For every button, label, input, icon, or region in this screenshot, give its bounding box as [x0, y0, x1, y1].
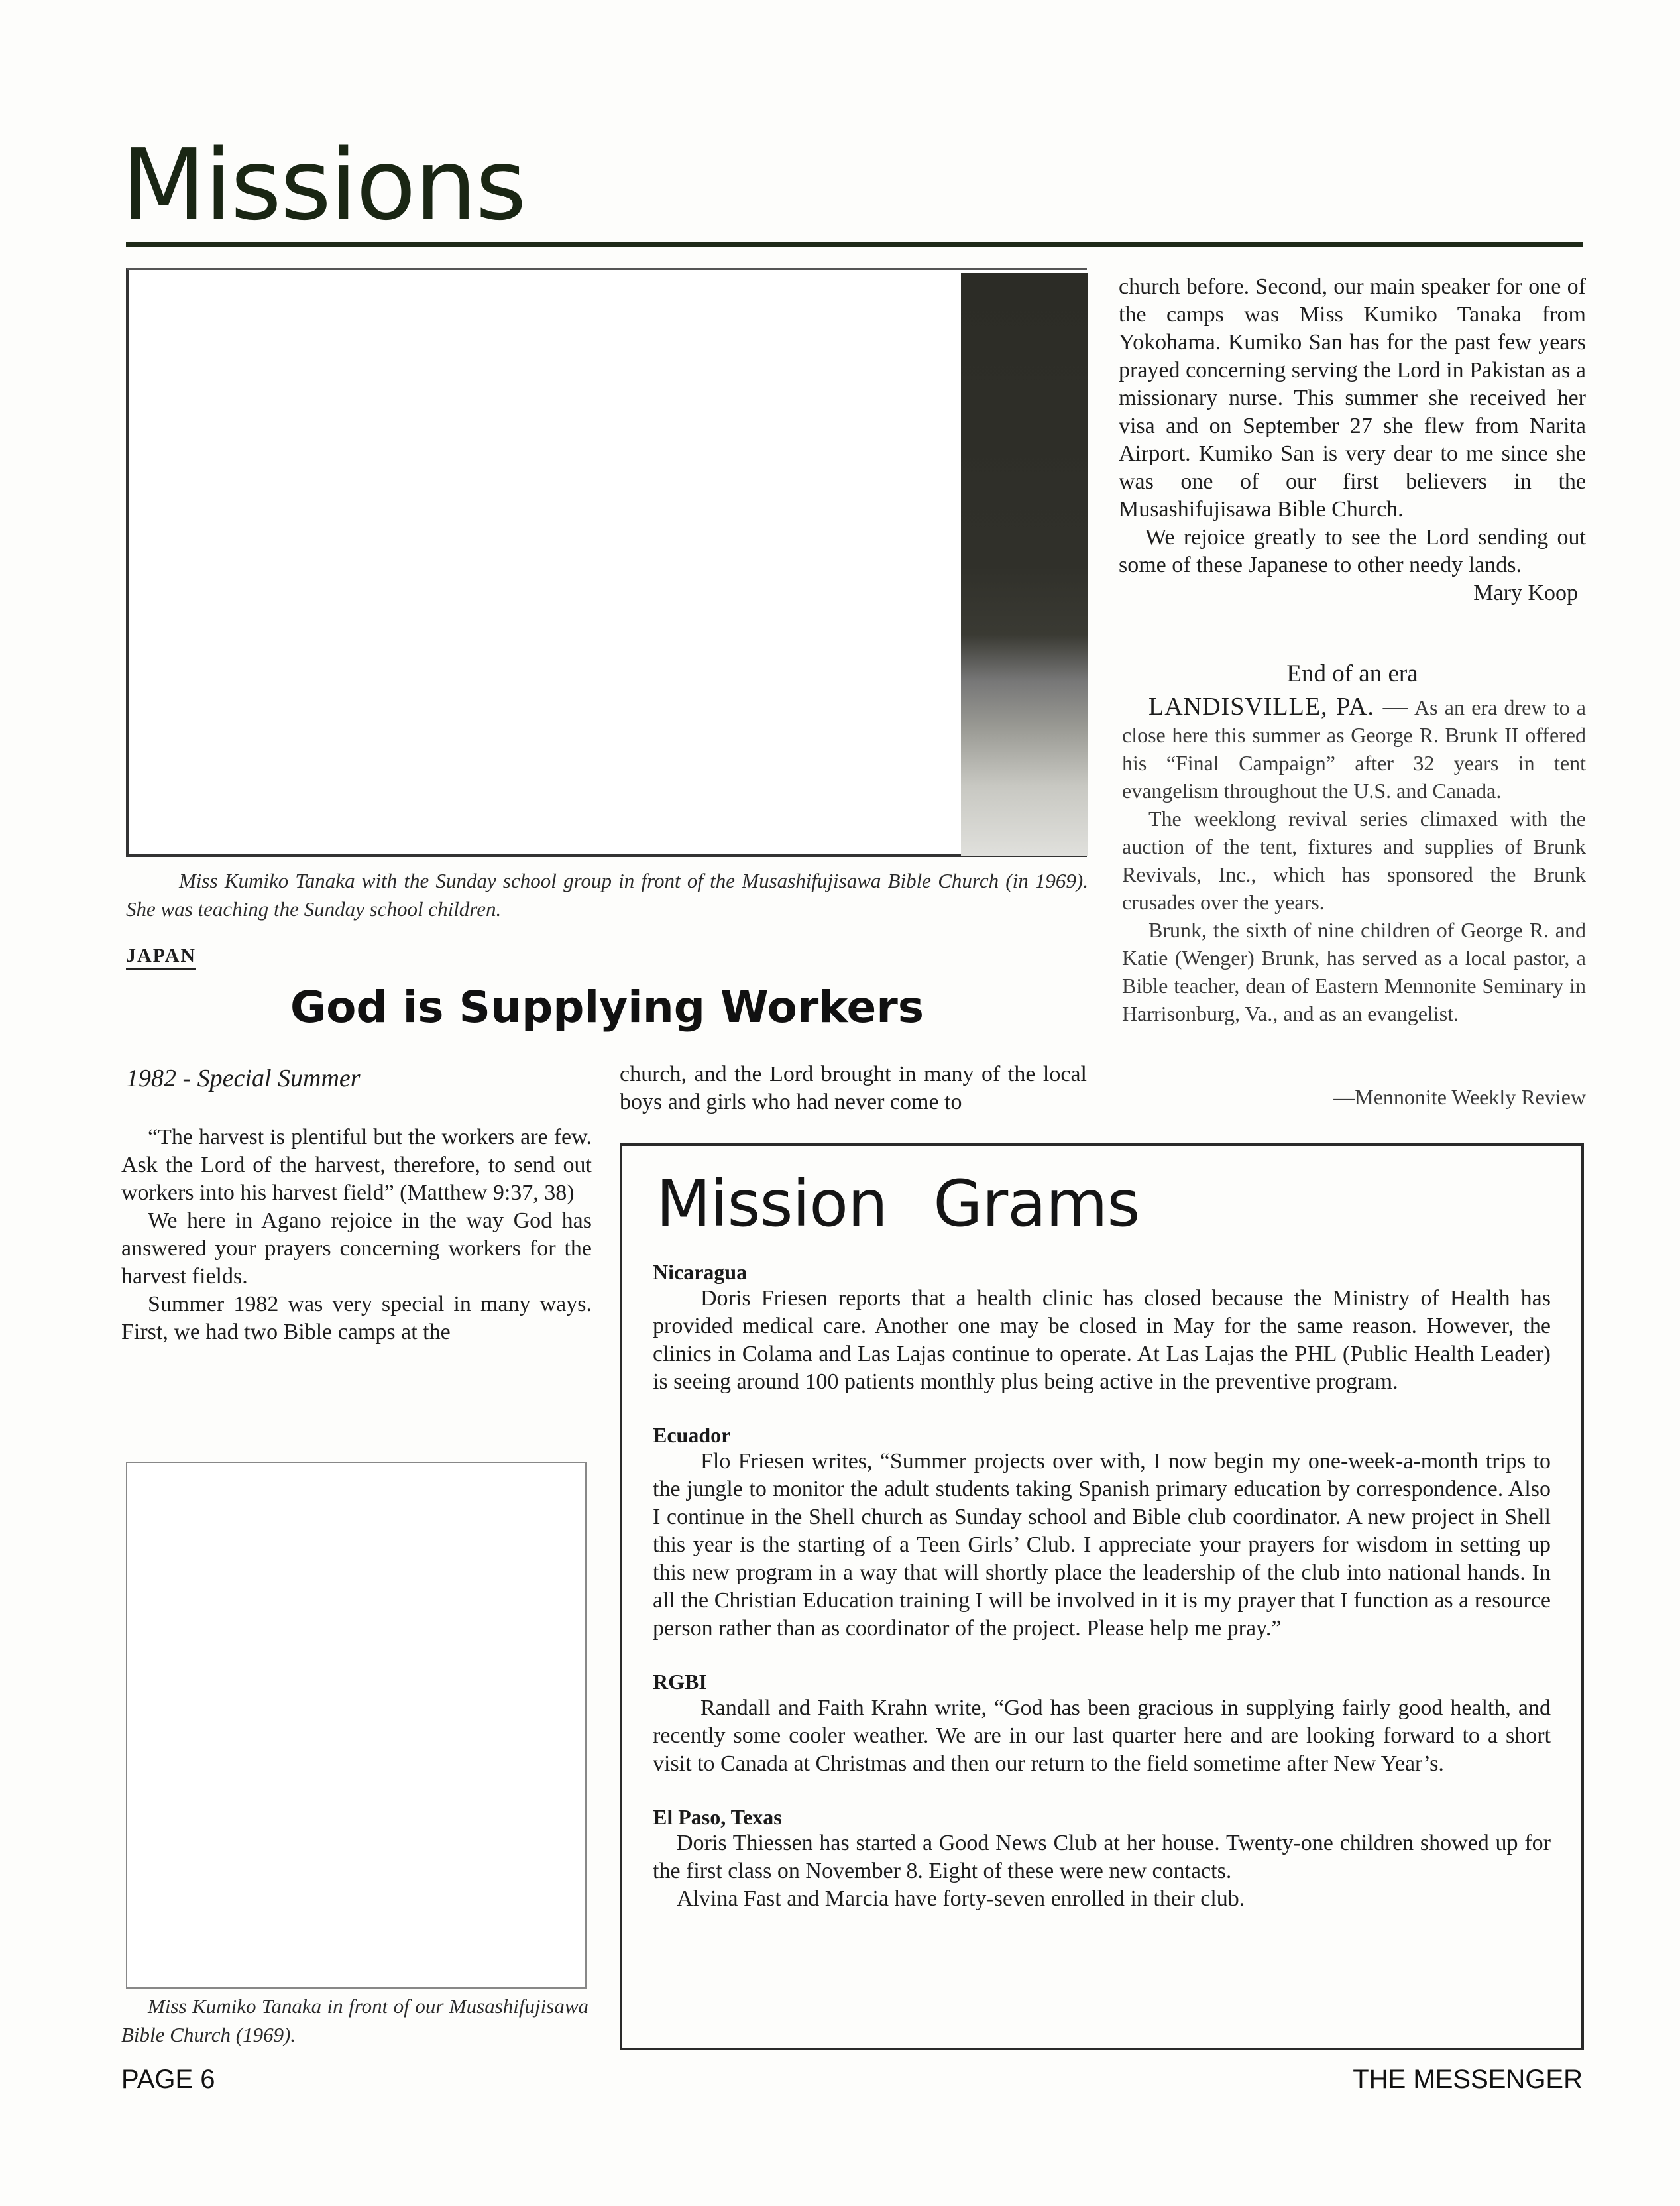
article-paragraph: We rejoice greatly to see the Lord sending out some of these Japanese to other needy lands. — [1119, 525, 1586, 577]
mission-gram-place: El Paso, Texas — [653, 1805, 782, 1829]
header-rule — [126, 242, 1583, 247]
author-line — [1119, 579, 1586, 607]
mission-gram-place: Nicaragua — [653, 1260, 748, 1284]
article-column-right — [1119, 273, 1586, 607]
mission-gram-text: Alvina Fast and Marcia have forty-seven enrolled in their club. — [677, 1887, 1245, 1911]
photo-caption-bottom: Miss Kumiko Tanaka in front of our Musashifujisawa Bible Church (1969). — [121, 1995, 588, 2046]
article-column-left — [121, 1124, 592, 1346]
photo-kumiko-tanaka — [126, 1462, 587, 1989]
article-kicker: JAPAN — [126, 945, 196, 970]
author-name: Mary Koop — [1473, 581, 1578, 605]
mission-gram-text: Doris Friesen reports that a health clinic has closed because the Ministry of Health has provided medical care. Another one may be closed in May for the same reason. However, the clinics in Colama and Las Lajas continue to operate. At Las Lajas the PHL (Public Health Leader) is seeing around 100 patients monthly plus being active in the preventive program. — [653, 1286, 1551, 1394]
article-paragraph: church before. Second, our main speaker for one of the camps was Miss Kumiko Tanaka from Yokohama. Kumiko San has for the past few years prayed concerning serving the Lord in Pakistan as a missionary nurse. This summer she received her visa and on September 27 she flew from Narita Airport. Kumiko San is very dear to me since she was one of our first believers in the Musashifujisawa Bible Church. — [1119, 274, 1586, 522]
mission-grams-title: Mission Grams — [656, 1167, 1140, 1241]
mission-gram-item — [653, 1259, 1551, 1396]
mission-gram-item — [653, 1422, 1551, 1643]
article-column-middle — [620, 1061, 1087, 1116]
footer-page-number: PAGE 6 — [121, 2065, 215, 2094]
era-article-body — [1122, 693, 1586, 1027]
article-paragraph: “The harvest is plentiful but the workers are few. Ask the Lord of the harvest, therefore, to send out workers into his harvest field” (Matthew 9:37, 38) — [121, 1125, 592, 1205]
era-paragraph: Brunk, the sixth of nine children of George R. and Katie (Wenger) Brunk, has served as a local pastor, a Bible teacher, dean of Eastern Mennonite Seminary in Harrisonburg, Va., and as an evangelist. — [1122, 918, 1586, 1025]
section-title: Missions — [121, 128, 526, 242]
mission-gram-text: Flo Friesen writes, “Summer projects over with, I now begin my one-week-a-month trips to the jungle to monitor the adult students taking Spanish primary education by correspondence. Also I continue in the Shell church as Sunday school and Bible club coordinator. A new project in Shell this year is the starting of a Teen Girls’ Club. I appreciate your prayers for wisdom in setting up this new program in a way that will shortly place the leadership of the club into national hands. In all the Christian Education training I will be involved in it is my prayer that I function as a resource person rather than as coordinator of the project. Please help me pray.” — [653, 1449, 1551, 1641]
photo-caption-top: Miss Kumiko Tanaka with the Sunday school group in front of the Musashifujisawa Bible Church (in 1969). She was teaching the Sunday school children. — [126, 869, 1088, 921]
mission-gram-item — [653, 1804, 1551, 1913]
era-paragraph: As an era drew to a close here this summer as George R. Brunk II offered his “Final Campaign” after 32 years in tent evangelism throughout the U.S. and Canada. — [1122, 695, 1586, 803]
photo-edge-strip — [961, 273, 1088, 856]
era-paragraph: The weeklong revival series climaxed with the auction of the tent, fixtures and supplies of Brunk Revivals, Inc., which has sponsored the Brunk crusades over the years. — [1122, 807, 1586, 914]
mission-gram-text: Randall and Faith Krahn write, “God has been gracious in supplying fairly good health, and recently some cooler weather. We are in our last quarter here and are looking forward to a short visit to Canada at Christmas and then our return to the field sometime after New Year’s. — [653, 1696, 1551, 1776]
era-dateline: LANDISVILLE, PA. — — [1148, 693, 1409, 721]
mission-gram-place: RGBI — [653, 1670, 707, 1694]
mission-gram-place: Ecuador — [653, 1423, 731, 1447]
article-subhead: 1982 - Special Summer — [126, 1065, 361, 1092]
article-paragraph: church, and the Lord brought in many of the local boys and girls who had never come to — [620, 1062, 1087, 1114]
mission-grams-list — [653, 1259, 1551, 1940]
article-headline: God is Supplying Workers — [290, 982, 924, 1033]
mission-gram-item — [653, 1669, 1551, 1778]
era-article-title: End of an era — [1286, 660, 1418, 687]
article-paragraph: Summer 1982 was very special in many ways. First, we had two Bible camps at the — [121, 1292, 592, 1344]
article-paragraph: We here in Agano rejoice in the way God has answered your prayers concerning workers for the harvest fields. — [121, 1208, 592, 1289]
era-credit: —Mennonite Weekly Review — [1333, 1085, 1586, 1109]
mission-gram-text: Doris Thiessen has started a Good News Club at her house. Twenty-one children showed up for the first class on November 8. Eight of these were new contacts. — [653, 1831, 1551, 1883]
footer-publication: THE MESSENGER — [1353, 2065, 1583, 2094]
photo-sunday-school-group — [126, 268, 1087, 857]
